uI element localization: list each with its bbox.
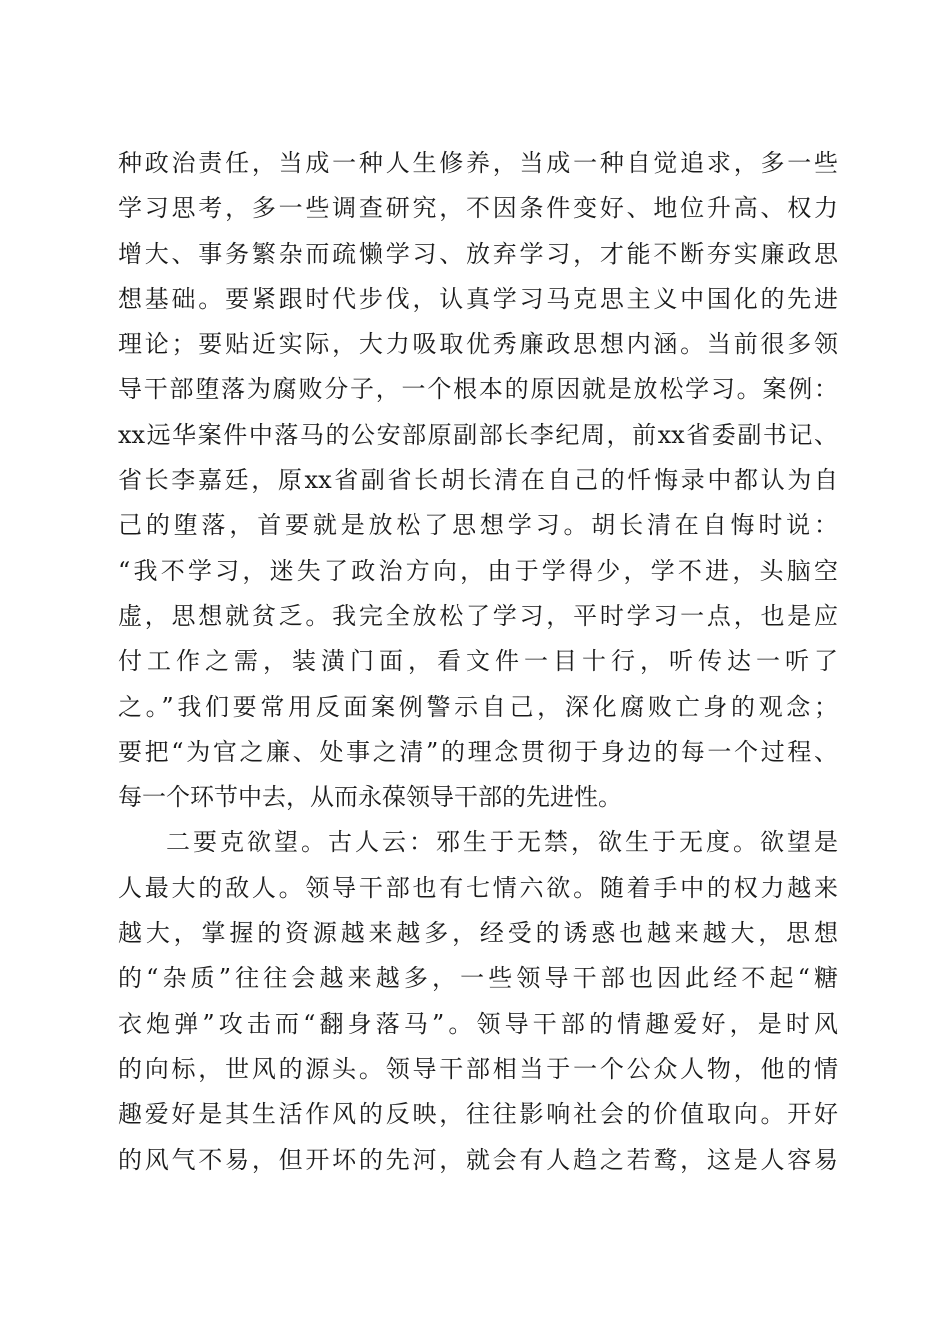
text-line: 理论；要贴近实际，大力吸取优秀廉政思想内涵。当前很多领 xyxy=(118,330,838,359)
text-line: 导干部堕落为腐败分子，一个根本的原因就是放松学习。案例： xyxy=(118,375,838,404)
text-line: 付工作之需，装潢门面，看文件一目十行，听传达一听了 xyxy=(118,647,838,676)
text-line: 每一个环节中去，从而永葆领导干部的先进性。 xyxy=(118,783,622,812)
text-line: 之。”我们要常用反面案例警示自己，深化腐败亡身的观念； xyxy=(118,692,838,721)
text-line: 趣爱好是其生活作风的反映，往往影响社会的价值取向。开好 xyxy=(118,1100,838,1129)
body-text xyxy=(118,141,838,1183)
text-line: 己的堕落，首要就是放松了思想学习。胡长清在自悔时说： xyxy=(118,511,838,540)
text-line: 衣炮弹”攻击而“翻身落马”。领导干部的情趣爱好，是时风 xyxy=(118,1009,838,1038)
text-line: 人最大的敌人。领导干部也有七情六欲。随着手中的权力越来 xyxy=(118,873,838,902)
text-line: 越大，掌握的资源越来越多，经受的诱惑也越来越大，思想 xyxy=(118,919,838,948)
text-line: xx远华案件中落马的公安部原副部长李纪周，前xx省委副书记、 xyxy=(118,420,838,449)
text-line: 想基础。要紧跟时代步伐，认真学习马克思主义中国化的先进 xyxy=(118,284,838,313)
paragraph-first-line: 二要克欲望。古人云：邪生于无禁，欲生于无度。欲望是 xyxy=(166,828,838,857)
text-line: 增大、事务繁杂而疏懒学习、放弃学习，才能不断夯实廉政思 xyxy=(118,239,838,268)
text-line: 虚，思想就贫乏。我完全放松了学习，平时学习一点，也是应 xyxy=(118,601,838,630)
text-line: 种政治责任，当成一种人生修养，当成一种自觉追求，多一些 xyxy=(118,149,838,177)
text-line: 要把“为官之廉、处事之清”的理念贯彻于身边的每一个过程、 xyxy=(118,737,838,766)
text-line: 学习思考，多一些调查研究，不因条件变好、地位升高、权力 xyxy=(118,194,838,223)
text-line: 的“杂质”往往会越来越多，一些领导干部也因此经不起“糖 xyxy=(118,964,838,993)
text-line: 的风气不易，但开坏的先河，就会有人趋之若鹜，这是人容易 xyxy=(118,1145,838,1174)
text-line: “我不学习，迷失了政治方向，由于学得少，学不进，头脑空 xyxy=(118,556,838,585)
text-line: 的向标，世风的源头。领导干部相当于一个公众人物，他的情 xyxy=(118,1054,838,1083)
text-line: 省长李嘉廷，原xx省副省长胡长清在自己的忏悔录中都认为自 xyxy=(118,466,838,495)
